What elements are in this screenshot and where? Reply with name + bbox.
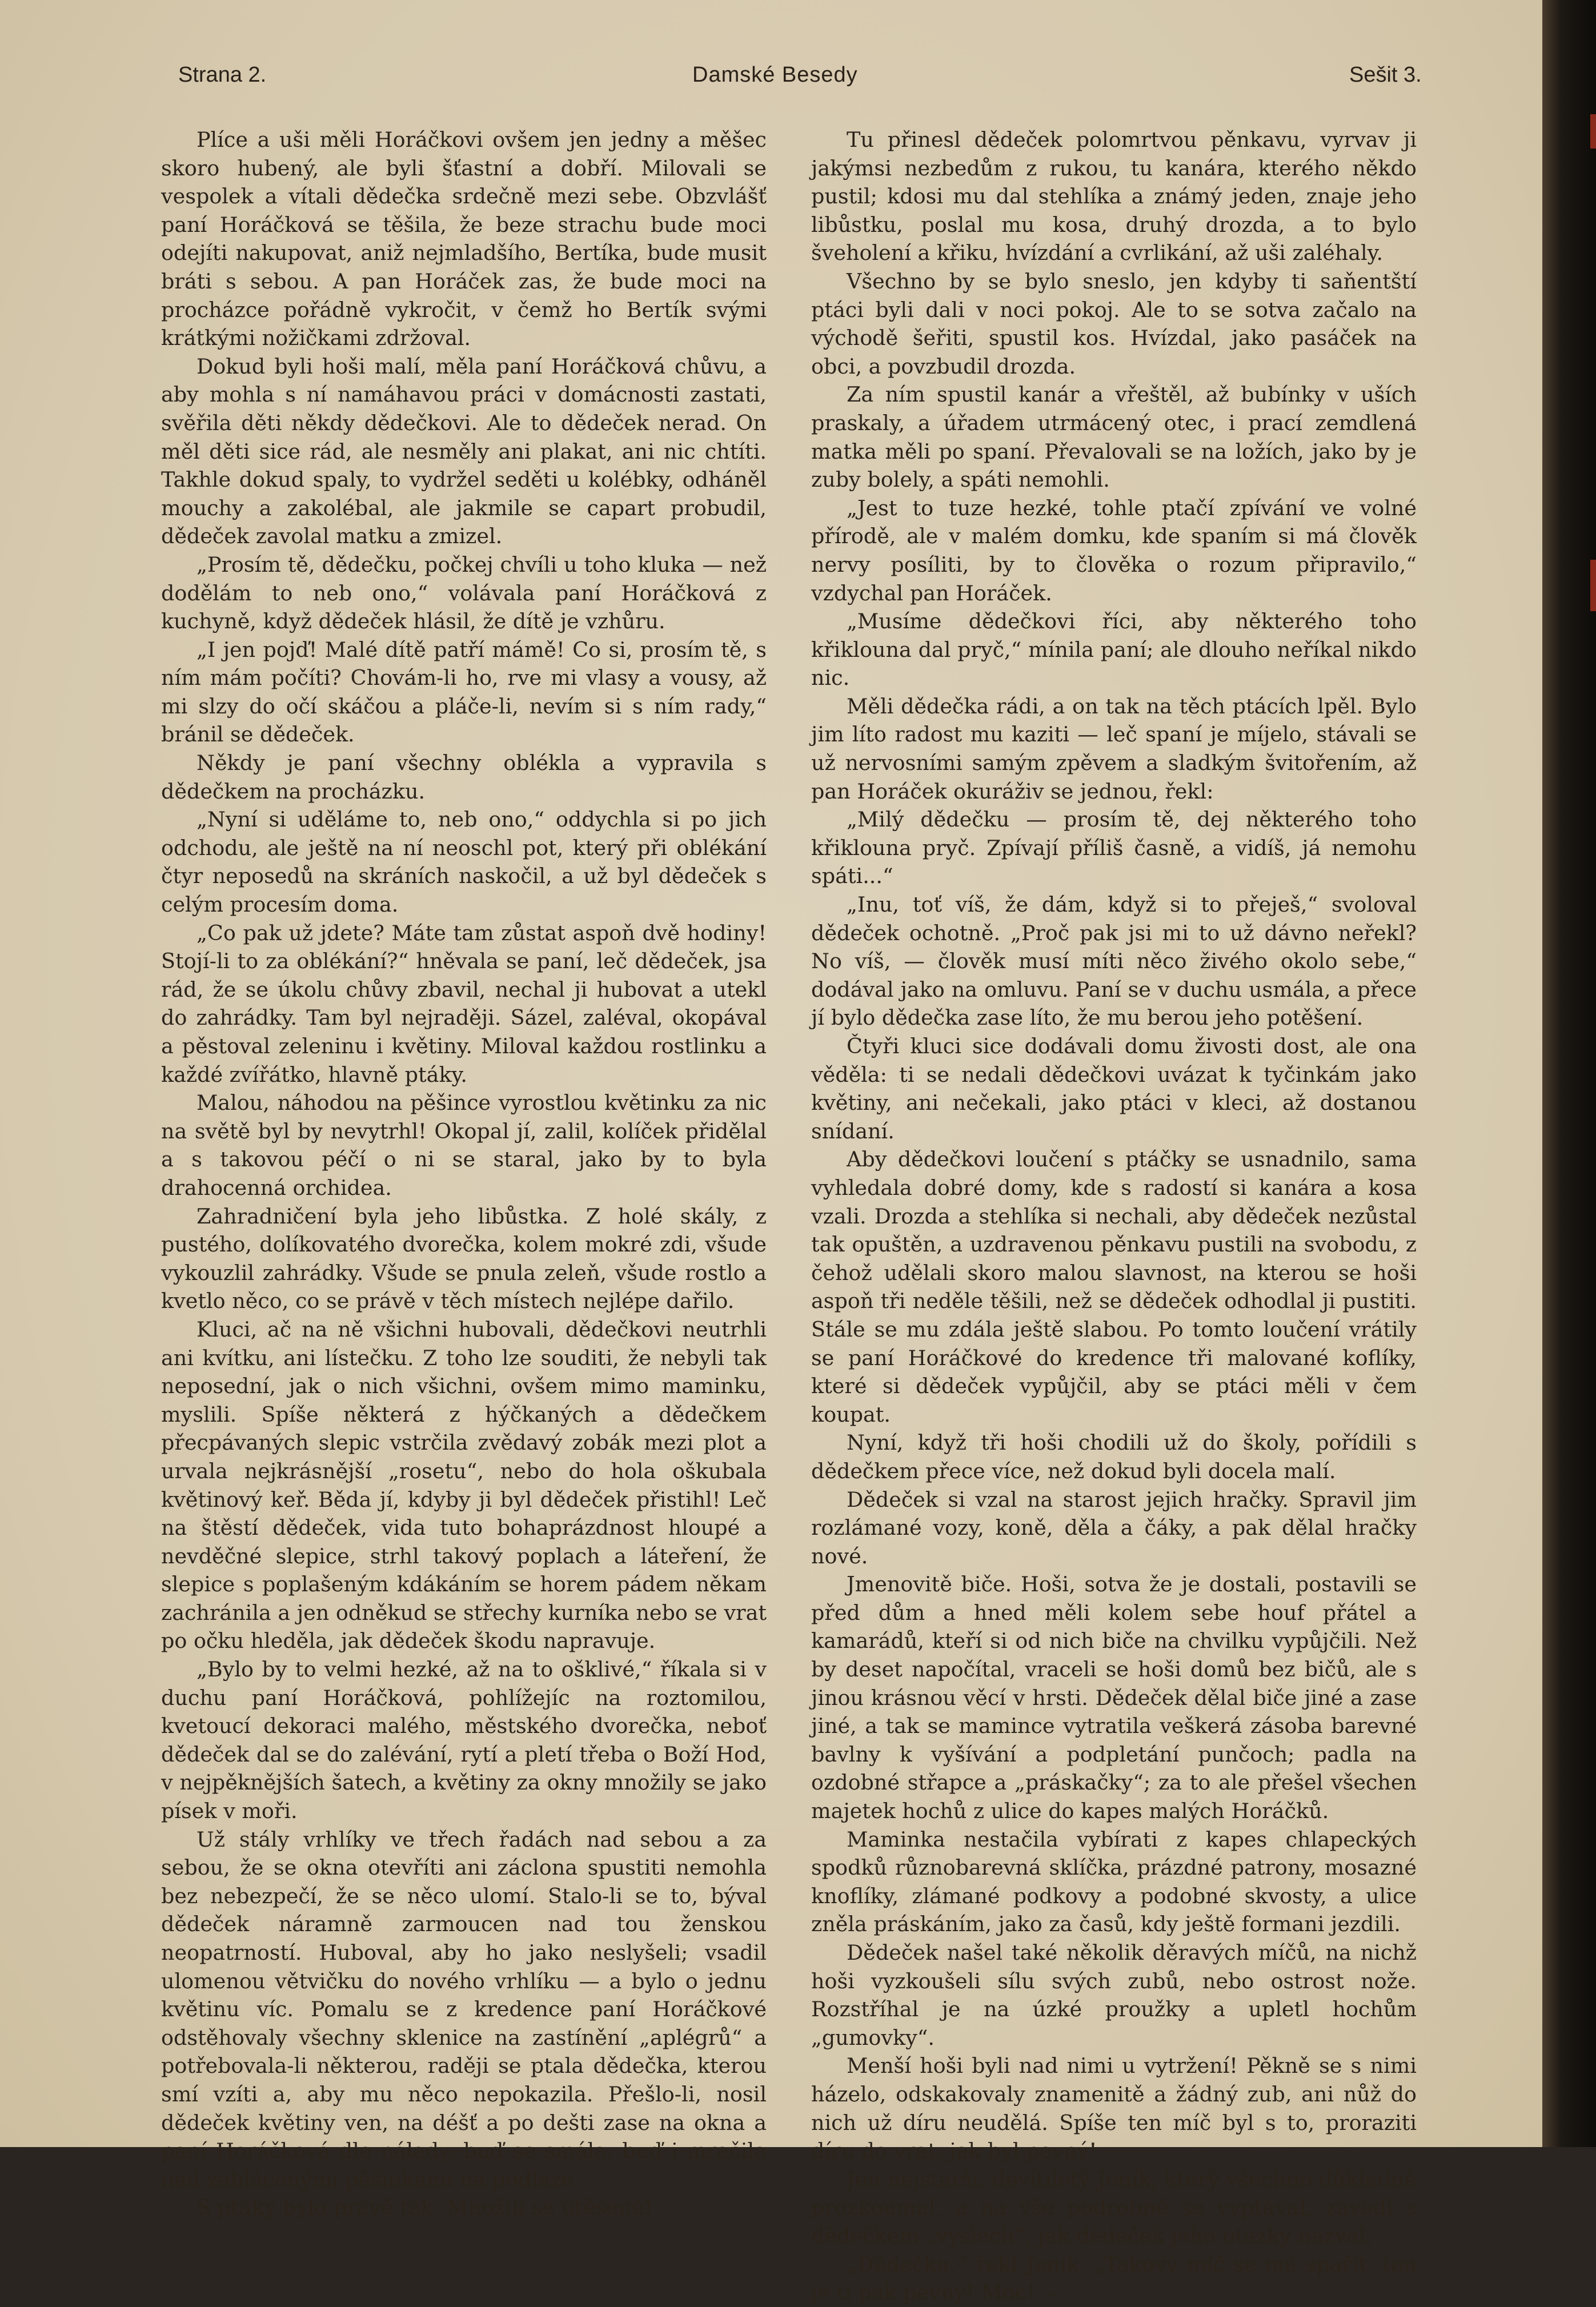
paragraph: Nyní, když tři hoši chodili už do školy, pořídili s dědečkem přece více, než dokud byli docela malí. xyxy=(811,1430,1417,1483)
paragraph: Jmenovitě biče. Hoši, sotva že je dostali, postavili se před dům a hned měli kolem sebe houf přátel a kamarádů, kteří si od nich biče na chvilku vypůjčili. Než by deset napočítal, vraceli se hoši domů bez bičů, ale s jinou krásnou věcí v hrsti. Dědeček dělal biče jiné a zase jiné, a tak se mamince vytratila veškerá zásoba barevné bavlny k vyšívání a podpletání punčoch; padla na ozdobné střapce a „práskačky“; za to ale přešel všechen majetek hochů z ulice do kapes malých Horáčků. xyxy=(811,1572,1417,1824)
issue-number: Sešit 3. xyxy=(1349,63,1422,87)
paragraph: Dokud byli hoši malí, měla paní Horáčková chůvu, a aby mohla s ní namáhavou práci v domácnosti zastati, svěřila děti někdy dědečkovi. Ale to dědeček nerad. On měl děti sice rád, ale nesměly ani plakat, ani nic chtíti. Takhle dokud spaly, to vydržel seděti u kolébky, odháněl mouchy a zakolébal, ale jakmile se capart probudil, dědeček zavolal matku a zmizel. xyxy=(161,354,767,549)
paragraph: Někdy je paní všechny oblékla a vypravila s dědečkem na procházku. xyxy=(161,751,767,804)
paragraph: Dědeček si vzal na starost jejich hračky. Spravil jim rozlámané vozy, koně, děla a čáky, a pak dělal hračky nové. xyxy=(811,1487,1417,1568)
book-spine-shadow xyxy=(1542,0,1596,2147)
paragraph: „Bylo by to velmi hezké, až na to ošklivé,“ říkala si v duchu paní Horáčková, pohlížejíc na roztomilou, kvetoucí dekoraci malého, městského dvorečka, neboť dědeček dal se do zalévání, rytí a pletí třeba o Boží Hod, v nejpěknějších šatech, a květiny za okny množily se jako písek v moři. xyxy=(161,1657,767,1824)
paragraph: Všechno by se bylo sneslo, jen kdyby ti saňentští ptáci byli dali v noci pokoj. Ale to se sotva začalo na východě šeřiti, spustil kos. Hvízdal, jako pasáček na obci, a povzbudil drozda. xyxy=(811,268,1417,379)
paragraph: „Co pak už jdete? Máte tam zůstat aspoň dvě hodiny! Stojí-li to za oblékání?“ hněvala se paní, leč dědeček, jsa rád, že se úkolu chůvy zbavil, nechal ji hubovat a utekl do zahrádky. Tam byl nejraději. Sázel, zaléval, okopával a pěstoval zeleninu i květiny. Miloval každou rostlinku a každé zvířátko, hlavně ptáky. xyxy=(161,920,767,1087)
paragraph: Malou, náhodou na pěšince vyrostlou květinku za nic na světě byl by nevytrhl! Okopal jí, zalil, kolíček přidělal a s takovou péčí o ni se staral, jako by to byla drahocenná orchidea. xyxy=(161,1090,767,1200)
paragraph: Maminka nestačila vybírati z kapes chlapeckých spodků různobarevná sklíčka, prázdné patrony, mosazné knoflíky, zlámané podkovy a podobné skvosty, a ulice zněla práskáním, jako za časů, kdy ještě formani jezdili. xyxy=(811,1827,1417,1937)
paragraph: Tu přinesl dědeček polomrtvou pěnkavu, vyrvav ji jakýmsi nezbedům z rukou, tu kanára, kterého někdo pustil; kdosi mu dal stehlíka a známý jeden, znaje jeho libůstku, poslal mu kosa, druhý drozda, a to bylo šveholení a křiku, hvízdání a cvrlikání, až uši zaléhaly. xyxy=(811,127,1417,266)
paragraph: „I jen pojď! Malé dítě patří mámě! Co si, prosím tě, s ním mám počíti? Chovám-li ho, rve mi vlasy a vousy, až mi slzy do očí skáčou a pláče-li, nevím si s ním rady,“ bránil se dědeček. xyxy=(161,637,767,747)
page-number: Strana 2. xyxy=(178,63,267,87)
right-column xyxy=(811,126,1417,2307)
paragraph: Zahradničení byla jeho libůstka. Z holé skály, z pustého, dolíkovatého dvorečka, kolem mokré zdi, všude vykouzlil zahrádky. Všude se pnula zeleň, všude rostlo a kvetlo něco, co se právě v těch místech nejlépe dařilo. xyxy=(161,1203,767,1314)
paragraph: Kluci, ač na ně všichni hubovali, dědečkovi neutrhli ani kvítku, ani lístečku. Z toho lze souditi, že nebyli tak neposední, jak o nich všichni, ovšem mimo maminku, myslili. Spíše některá z hýčkaných a dědečkem přecpávaných slepic vstrčila zvědavý zobák mezi plot a urvala nejkrásnější „rosetu“, nebo do hola oškubala květinový keř. Běda jí, kdyby ji byl dědeček přistihl! Leč na štěstí dědeček, vida tuto bohaprázdnost hloupé a nevděčné slepice, strhl takový poplach a láteření, že slepice s poplašeným kdákáním se horem pádem někam zachránila a jen odněkud se střechy kurníka nebo se vrat po očku hleděla, jak dědeček škodu napravuje. xyxy=(161,1317,767,1654)
paragraph: „Inu, toť víš, že dám, když si to přeješ,“ svoloval dědeček ochotně. „Proč pak jsi mi to už dávno neřekl? No víš, — člověk musí míti něco živého okolo sebe,“ dodával jako na omluvu. Paní se v duchu usmála, a přece jí bylo dědečka zase líto, že mu berou jeho potěšení. xyxy=(811,892,1417,1030)
paragraph: „Nyní si uděláme to, neb ono,“ oddychla si po jich odchodu, ale ještě na ní neoschl pot, který při oblékání čtyr neposedů na skráních naskočil, a už byl dědeček s celým procesím doma. xyxy=(161,807,767,917)
page-header xyxy=(0,63,1497,97)
publication-title: Damské Besedy xyxy=(692,63,858,87)
page-edge-mark xyxy=(1590,560,1596,611)
paragraph: S ptáky bylo právě tak. Množili se utěšeně! xyxy=(197,2195,653,2220)
paragraph: Plíce a uši měli Horáčkovi ovšem jen jedny a měšec skoro hubený, ale byli šťastní a dobří. Milovali se vespolek a vítali dědečka srdečně mezi sebe. Obzvlášť paní Horáčková se těšila, že beze strachu bude moci odejíti nakupovat, aniž nejmladšího, Bertíka, bude musit bráti s sebou. A pan Horáček zas, že bude moci na procházce pořádně vykročit, v čemž ho Bertík svými krátkými nožičkami zdržoval. xyxy=(161,127,767,351)
paragraph: Za ním spustil kanár a vřeštěl, až bubínky v uších praskaly, a úřadem utrmácený otec, i prací zemdlená matka měli po spaní. Převalovali se na ložích, jako by je zuby bolely, a spáti nemohli. xyxy=(811,382,1417,492)
paragraph: „Dědečku,“ řekl Jeník. „Takový míč se má spařit, ten je ti pak pevný! Moc! — xyxy=(811,2252,1417,2305)
paragraph: „Milý dědečku — prosím tě, dej některého toho křiklouna pryč. Zpívají příliš časně, a vidíš, já nemohu spáti...“ xyxy=(811,807,1417,889)
paragraph: Menší hoši byli nad nimi u vytržení! Pěkně se s nimi házelo, odskakovaly znamenitě a žádný zub, ani nůž do nich už díru neudělá. Spíše ten míč byl s to, proraziti díru do vrat, jak byl pevný! xyxy=(811,2053,1417,2164)
paragraph: Čtyři kluci sice dodávali domu živosti dost, ale ona věděla: ti se nedali dědečkovi uvázat k tyčinkám jako květiny, ani nečekali, jako ptáci v kleci, až dostanou snídaní. xyxy=(811,1034,1417,1144)
paragraph: Jen nejstarší, devítiletý Jeník, který všechno důkladně prozkoumal, a na vše podrobně se vyptával, zavedl s dědečkem „výslech“, jak dědeček jeho otázky nazval. xyxy=(811,2166,1417,2248)
paragraph: Měli dědečka rádi, a on tak na těch ptácích lpěl. Bylo jim líto radost mu kaziti — leč spaní je míjelo, stávali se už nervosními samým zpěvem a sladkým švitořením, až pan Horáček okuráživ se jednou, řekl: xyxy=(811,693,1417,804)
left-column xyxy=(161,126,767,2222)
page-edge-mark xyxy=(1590,114,1596,149)
paragraph: Dědeček našel také několik děravých míčů, na nichž hoši vyzkoušeli sílu svých zubů, nebo ostrost nože. Rozstříhal je na úzké proužky a upletl hochům „gumovky“. xyxy=(811,1940,1417,2050)
paragraph: Už stály vrhlíky ve třech řadách nad sebou a za sebou, že se okna otevříti ani záclona spustiti nemohla bez nebezpečí, že se něco ulomí. Stalo-li se to, býval dědeček náramně zarmoucen nad tou ženskou neopatrností. Huboval, aby ho jako neslyšeli; vsadil ulomenou větvičku do nového vrhlíku — a bylo o jednu květinu víc. Pomalu se z kredence paní Horáčkové odstěhovaly všechny sklenice na zastínění „aplégrů“ a potřebovala-li některou, raději se ptala dědečka, kterou smí vzíti a, aby mu něco nepokazila. Přešlo-li, nosil dědeček květiny ven, na déšť a po dešti zase na okna a paní Horáčková dle nálady, buď se smála, buď i mračila nad zablácenými pěšinkami na podlaze. xyxy=(161,1827,767,2192)
paragraph: „Jest to tuze hezké, tohle ptačí zpívání ve volné přírodě, ale v malém domku, kde spaním si má člověk nervy posíliti, by to člověka o rozum připravilo,“ vzdychal pan Horáček. xyxy=(811,495,1417,605)
paragraph: „Prosím tě, dědečku, počkej chvíli u toho kluka — než dodělám to neb ono,“ volávala paní Horáčková z kuchyně, když dědeček hlásil, že dítě je vzhůru. xyxy=(161,552,767,634)
paragraph: Aby dědečkovi loučení s ptáčky se usnadnilo, sama vyhledala dobré domy, kde s radostí si kanára a kosa vzali. Drozda a stehlíka si nechali, aby dědeček nezůstal tak opuštěn, a uzdravenou pěnkavu pustili na svobodu, z čehož udělali skoro malou slavnost, na kterou se hoši aspoň tři neděle těšili, než se dědeček odhodlal ji pustiti. Stále se mu zdála ještě slabou. Po tomto loučení vrátily se paní Horáčkové do kredence tři malované koflíky, které si dědeček vypůjčil, aby se ptáci měli v čem koupat. xyxy=(811,1147,1417,1427)
paragraph: „Musíme dědečkovi říci, aby některého toho křiklouna dal pryč,“ mínila paní; ale dlouho neříkal nikdo nic. xyxy=(811,609,1417,691)
